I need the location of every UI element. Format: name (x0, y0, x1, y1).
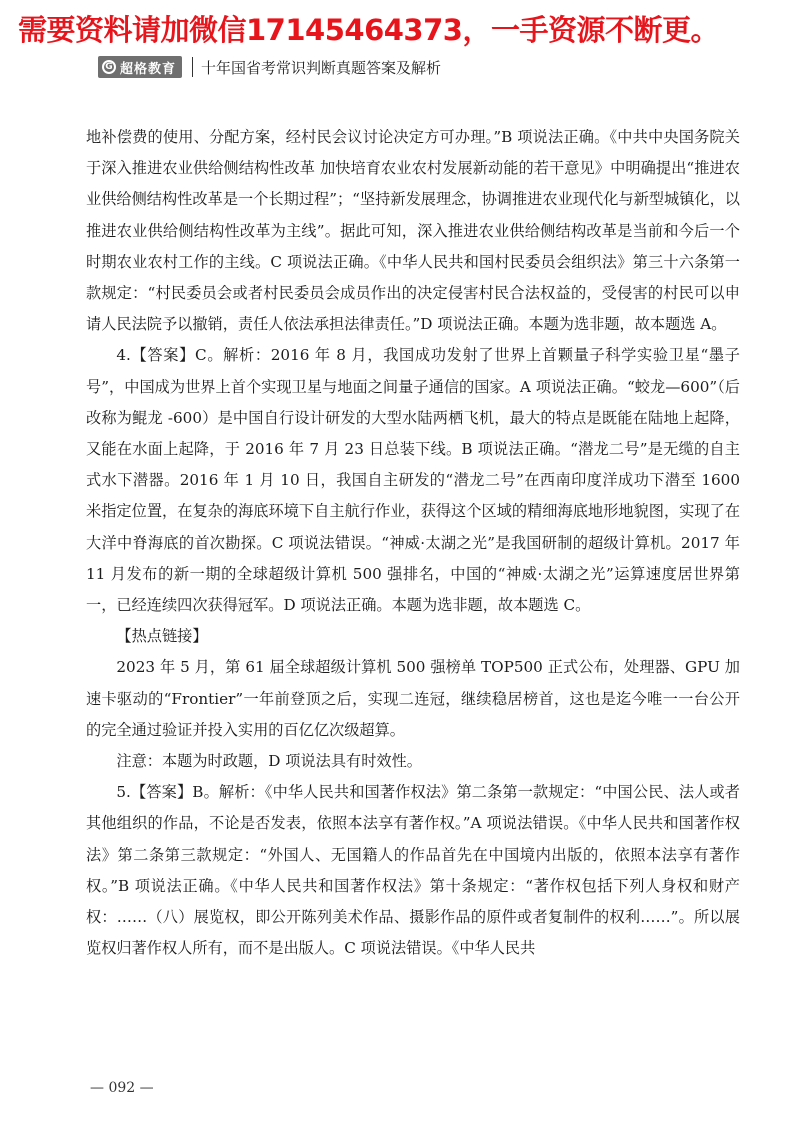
page-number: — 092 — (90, 1080, 154, 1096)
logo-text: 超格教育 (120, 61, 177, 77)
page-header (98, 54, 441, 80)
note: 注意：本题为时政题，D 项说法具有时效性。 (116, 752, 422, 771)
answer-4: 4.【答案】C。解析：2016 年 8 月，我国成功发射了世界上首颗量子科学实验卫星“墨子号”，中国成为世界上首个实现卫星与地面之间量子通信的国家。A 项说法正确。“蛟龙—600”（后改称为鲲龙 -600）是中国自行设计研发的大型水陆两栖飞机，最大的特点是既能在陆地上起降，又能在水面上起降，于 2016 年 7 月 23 日总装下线。B 项说法正确。“潜龙二号”是无缆的自主式水下潜器。2016 年 1 月 10 日，我国自主研发的“潜龙二号”在西南印度洋成功下潜至 1600 米指定位置，在复杂的海底环境下自主航行作业，获得这个区域的精细海底地形地貌图，实现了在大洋中脊海底的首次勘探。C 项说法错误。“神威·太湖之光”是我国研制的超级计算机。2017 年 11 月发布的新一期的全球超级计算机 500 强排名，中国的“神威·太湖之光”运算速度居世界第一，已经连续四次获得冠军。D 项说法正确。本题为选非题，故本题选 C。 (86, 346, 740, 615)
paragraph-continued: 地补偿费的使用、分配方案，经村民会议讨论决定方可办理。”B 项说法正确。《中共中央国务院关于深入推进农业供给侧结构性改革 加快培育农业农村发展新动能的若干意见》中明确提出“推进农业供给侧结构性改革是一个长期过程”；“坚持新发展理念，协调推进农业现代化与新型城镇化，以推进农业供给侧结构性改革为主线”。据此可知，深入推进农业供给侧结构改革是当前和今后一个时期农业农村工作的主线。C 项说法正确。《中华人民共和国村民委员会组织法》第三十六条第一款规定：“村民委员会或者村民委员会成员作出的决定侵害村民合法权益的，受侵害的村民可以申请人民法院予以撤销，责任人依法承担法律责任。”D 项说法正确。本题为选非题，故本题选 A。 (86, 128, 740, 334)
answer-explanation-body (86, 122, 740, 964)
wechat-contact-banner: 需要资料请加微信17145464373，一手资源不断更。 (18, 13, 719, 47)
publisher-logo (98, 56, 182, 78)
logo-icon: G (102, 60, 116, 74)
hotspot-content: 2023 年 5 月，第 61 届全球超级计算机 500 强榜单 TOP500 正式公布，处理器、GPU 加速卡驱动的“Frontier”一年前登顶之后，实现二连冠，继续稳居榜首，这也是迄今唯一一台公开的完全通过验证并投入实用的百亿亿次级超算。 (86, 658, 740, 739)
answer-5: 5.【答案】B。解析：《中华人民共和国著作权法》第二条第一款规定：“中国公民、法人或者其他组织的作品，不论是否发表，依照本法享有著作权。”A 项说法错误。《中华人民共和国著作权法》第二条第三款规定：“外国人、无国籍人的作品首先在中国境内出版的，依照本法享有著作权。”B 项说法正确。《中华人民共和国著作权法》第十条规定：“著作权包括下列人身权和财产权：……（八）展览权，即公开陈列美术作品、摄影作品的原件或者复制件的权利……”。所以展览权归著作权人所有，而不是出版人。C 项说法错误。《中华人民共 (86, 783, 740, 958)
header-divider (192, 57, 193, 77)
book-title: 十年国省考常识判断真题答案及解析 (201, 58, 442, 77)
hotspot-heading: 【热点链接】 (116, 627, 208, 646)
